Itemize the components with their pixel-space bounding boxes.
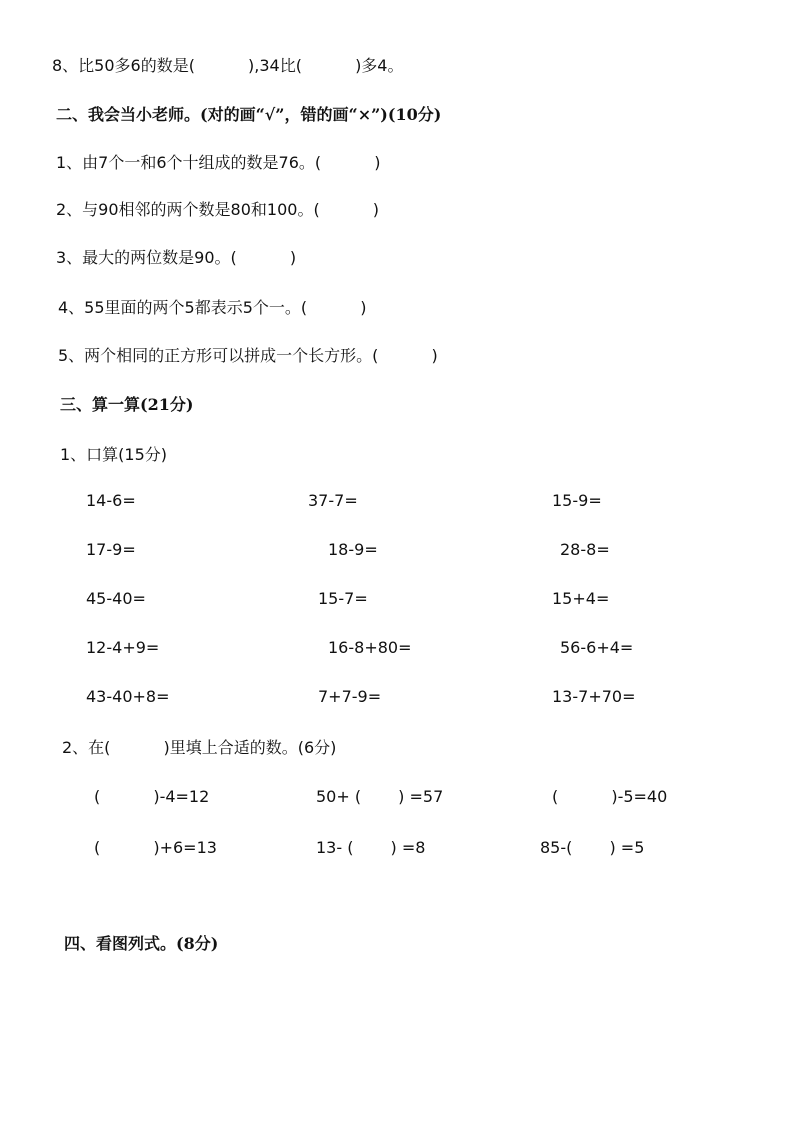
oral-problem: 15-7= [318, 589, 368, 608]
section-2-item-3: 3、最大的两位数是90。( ) [56, 248, 297, 267]
oral-problem: 12-4+9= [86, 638, 160, 657]
oral-problem: 45-40= [86, 589, 146, 608]
fill-blank-problem: 85-( ) =5 [540, 838, 645, 857]
section-2-item-1: 1、由7个一和6个十组成的数是76。( ) [56, 153, 381, 172]
fill-blank-problem: ( )-5=40 [552, 787, 668, 806]
fill-blank-problem: 50+ ( ) =57 [316, 787, 444, 806]
fill-blank-problem: ( )+6=13 [94, 838, 217, 857]
oral-problem: 43-40+8= [86, 687, 170, 706]
fill-blank-problem: 13- ( ) =8 [316, 838, 426, 857]
oral-problem: 28-8= [560, 540, 610, 559]
section-2-item-5: 5、两个相同的正方形可以拼成一个长方形。( ) [58, 346, 438, 365]
oral-problem: 37-7= [308, 491, 358, 510]
oral-problem: 56-6+4= [560, 638, 634, 657]
oral-problem: 18-9= [328, 540, 378, 559]
oral-problem: 7+7-9= [318, 687, 382, 706]
section-2-title: 二、我会当小老师。(对的画“√”，错的画“×”)(10分) [56, 105, 442, 124]
section-3-part-2-title: 2、在( )里填上合适的数。(6分) [62, 738, 337, 757]
fill-blank-problem: ( )-4=12 [94, 787, 210, 806]
oral-problem: 16-8+80= [328, 638, 412, 657]
question-8: 8、比50多6的数是( ),34比( )多4。 [52, 56, 404, 75]
section-2-item-2: 2、与90相邻的两个数是80和100。( ) [56, 200, 380, 219]
section-3-part-1-title: 1、口算(15分) [60, 445, 168, 464]
oral-problem: 13-7+70= [552, 687, 636, 706]
oral-problem: 15-9= [552, 491, 602, 510]
section-2-item-4: 4、55里面的两个5都表示5个一。( ) [58, 298, 367, 317]
oral-problem: 17-9= [86, 540, 136, 559]
oral-problem: 14-6= [86, 491, 136, 510]
section-4-title: 四、看图列式。(8分) [64, 934, 219, 953]
section-3-title: 三、算一算(21分) [60, 395, 194, 414]
oral-problem: 15+4= [552, 589, 610, 608]
